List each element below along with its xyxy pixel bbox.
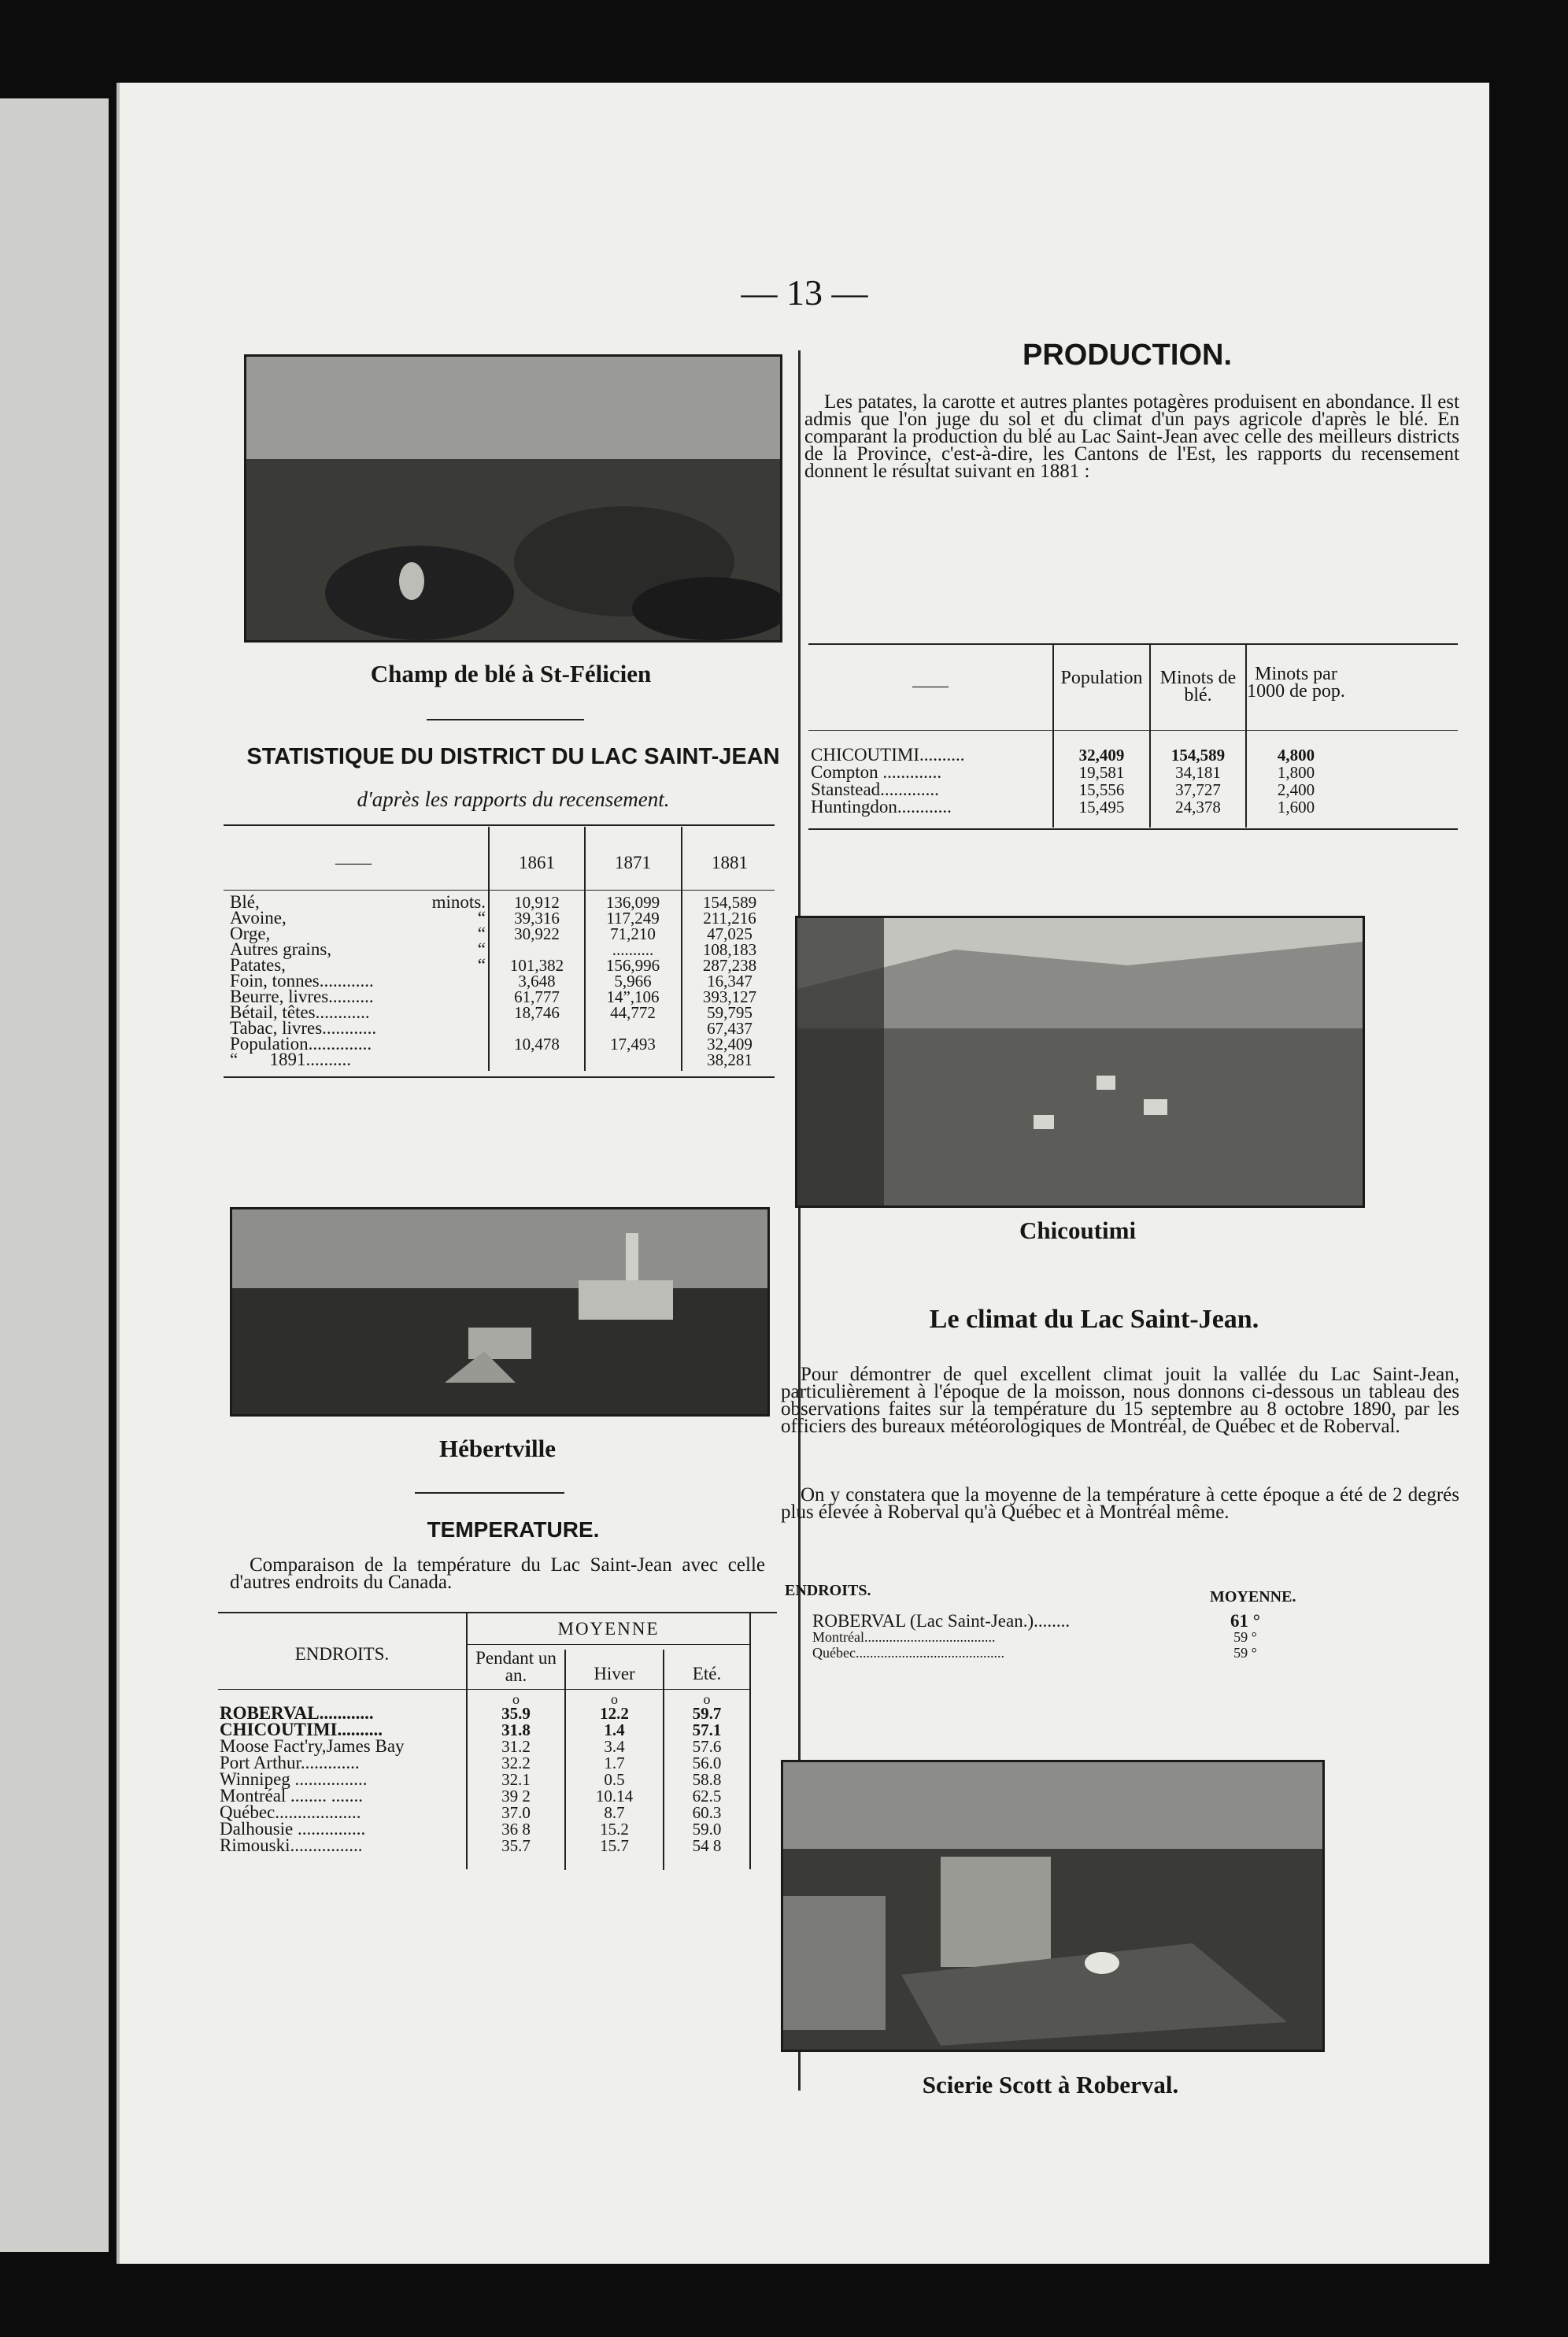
temp-head-hiver: Hiver bbox=[594, 1664, 635, 1683]
temp-cell-winter: 10.14 bbox=[595, 1787, 634, 1806]
stat-cell-1871: 14”,106 bbox=[606, 987, 660, 1006]
climate-title: Le climat du Lac Saint-Jean. bbox=[929, 1305, 1259, 1334]
climate-row-value: 59 ° bbox=[1233, 1645, 1257, 1661]
stat-cell-1861: 10,478 bbox=[514, 1035, 560, 1054]
temp-cell-year: 36 8 bbox=[501, 1820, 531, 1839]
stat-row-unit: minots. bbox=[431, 892, 486, 912]
stat-row-label: Orge, bbox=[230, 924, 271, 943]
document-page bbox=[116, 83, 1489, 2264]
prod-head-population: Population bbox=[1060, 668, 1143, 688]
prod-row-name: Huntingdon............ bbox=[811, 797, 952, 817]
stat-cell-1871: 156,996 bbox=[605, 956, 660, 975]
table-head-rule bbox=[224, 890, 775, 891]
stat-cell-1881: 154,589 bbox=[702, 893, 757, 912]
climate-row-place: Québec.......................................... bbox=[812, 1645, 1004, 1661]
temp-cell-summer: 58.8 bbox=[692, 1770, 722, 1789]
table-col-rule bbox=[749, 1613, 751, 1869]
temp-cell-winter: 8.7 bbox=[604, 1803, 625, 1822]
prod-cell-per1000: 1,600 bbox=[1277, 798, 1315, 817]
climate-row-value: 61 ° bbox=[1230, 1611, 1260, 1631]
table-subhead-rule bbox=[468, 1644, 749, 1645]
prod-cell-per1000: 4,800 bbox=[1277, 746, 1315, 765]
temp-cell-summer: 59.0 bbox=[692, 1820, 722, 1839]
temp-row-place: Port Arthur............. bbox=[220, 1753, 360, 1772]
stat-cell-1861: 30,922 bbox=[514, 924, 560, 943]
stat-cell-1881: 47,025 bbox=[707, 924, 753, 943]
stat-row-label: Blé, bbox=[230, 892, 260, 912]
temp-row-place: Moose Fact'ry,James Bay bbox=[220, 1736, 405, 1756]
wheat-field-caption: Champ de blé à St-Félicien bbox=[370, 660, 652, 687]
temp-row-place: Winnipeg ................ bbox=[220, 1769, 368, 1789]
statistics-subtitle: d'après les rapports du recensement. bbox=[357, 787, 670, 811]
prod-head-minots: Minots de blé. bbox=[1159, 668, 1237, 706]
prod-cell-population: 15,495 bbox=[1078, 798, 1125, 817]
stat-cell-1881: 211,216 bbox=[703, 909, 756, 928]
prod-cell-minots: 37,727 bbox=[1175, 780, 1221, 799]
stat-row-unit: “ bbox=[477, 908, 486, 928]
scott-sawmill-caption: Scierie Scott à Roberval. bbox=[922, 2071, 1179, 2098]
table-top-rule bbox=[224, 824, 775, 826]
stat-head-1861: 1861 bbox=[519, 853, 555, 872]
temp-cell-winter: 0.5 bbox=[604, 1770, 625, 1789]
prod-row-name: CHICOUTIMI.......... bbox=[811, 745, 965, 765]
prod-cell-population: 32,409 bbox=[1078, 746, 1125, 765]
stat-row-label: Beurre, livres.......... bbox=[230, 987, 374, 1006]
table-head-rule bbox=[808, 730, 1458, 731]
temp-cell-year: 31.8 bbox=[501, 1720, 531, 1739]
stat-cell-1871: 5,966 bbox=[614, 972, 652, 991]
hebertville-caption: Hébertville bbox=[438, 1435, 557, 1462]
prod-cell-population: 19,581 bbox=[1078, 763, 1125, 782]
stat-head-label: —— bbox=[335, 853, 372, 872]
temp-row-place: Québec................... bbox=[220, 1802, 361, 1822]
hebertville-photo bbox=[230, 1207, 770, 1417]
temp-head-endroits: ENDROITS. bbox=[294, 1644, 390, 1664]
page-number: — 13 — bbox=[741, 272, 868, 313]
stat-row-label: Tabac, livres............ bbox=[230, 1018, 377, 1038]
stat-cell-1861: 61,777 bbox=[514, 987, 560, 1006]
temp-cell-summer: 54 8 bbox=[692, 1836, 722, 1855]
chicoutimi-photo bbox=[795, 916, 1365, 1208]
temp-cell-summer: 56.0 bbox=[692, 1754, 722, 1772]
degree-mark: o bbox=[703, 1691, 711, 1707]
stat-cell-1871: 44,772 bbox=[610, 1003, 656, 1022]
climate-paragraph-2: On y constatera que la moyenne de la température à cette époque a été de 2 degrés plus élevée à Roberval qu'à Québec et à Montréal même. bbox=[781, 1484, 1459, 1523]
stat-cell-1881: 108,183 bbox=[702, 940, 757, 959]
stat-cell-1861: 18,746 bbox=[514, 1003, 560, 1022]
wheat-field-photo bbox=[244, 354, 782, 643]
stat-cell-1871: 71,210 bbox=[610, 924, 656, 943]
degree-mark: o bbox=[611, 1691, 618, 1707]
prod-head-label: —— bbox=[912, 676, 949, 695]
prod-cell-minots: 24,378 bbox=[1175, 798, 1221, 817]
temp-cell-winter: 15.2 bbox=[600, 1820, 629, 1839]
stat-cell-1871: 117,249 bbox=[606, 909, 660, 928]
stat-head-1871: 1871 bbox=[615, 853, 651, 872]
stat-cell-1881: 59,795 bbox=[707, 1003, 753, 1022]
stat-row-unit: “ bbox=[477, 939, 486, 959]
temp-cell-winter: 15.7 bbox=[600, 1836, 629, 1855]
stat-cell-1861: 3,648 bbox=[518, 972, 556, 991]
production-title: PRODUCTION. bbox=[1023, 339, 1232, 372]
temp-cell-winter: 1.7 bbox=[604, 1754, 625, 1772]
table-top-rule bbox=[218, 1612, 777, 1613]
temp-head-moyenne: MOYENNE bbox=[557, 1619, 660, 1639]
stat-row-unit: “ bbox=[477, 955, 486, 975]
stat-cell-1871: .......... bbox=[612, 940, 654, 959]
temp-cell-year: 32.1 bbox=[501, 1770, 531, 1789]
temp-cell-year: 37.0 bbox=[501, 1803, 531, 1822]
temp-cell-year: 35.9 bbox=[501, 1704, 531, 1723]
stat-cell-1881: 38,281 bbox=[707, 1050, 753, 1069]
temp-cell-year: 31.2 bbox=[501, 1737, 531, 1756]
stat-cell-1861: 10,912 bbox=[514, 893, 560, 912]
prod-cell-minots: 34,181 bbox=[1175, 763, 1221, 782]
chicoutimi-caption: Chicoutimi bbox=[1019, 1217, 1137, 1244]
stat-row-label: Bétail, têtes............ bbox=[230, 1002, 370, 1022]
table-bottom-rule bbox=[808, 828, 1458, 830]
stat-cell-1881: 393,127 bbox=[702, 987, 757, 1006]
statistics-title: STATISTIQUE DU DISTRICT DU LAC SAINT-JEAN bbox=[246, 744, 780, 769]
prod-cell-per1000: 2,400 bbox=[1277, 780, 1315, 799]
degree-mark: o bbox=[512, 1691, 520, 1707]
temp-row-place: ROBERVAL............ bbox=[220, 1703, 374, 1723]
stat-cell-1881: 287,238 bbox=[702, 956, 757, 975]
temp-cell-year: 39 2 bbox=[501, 1787, 531, 1806]
scott-sawmill-photo bbox=[781, 1760, 1325, 2052]
temp-cell-winter: 1.4 bbox=[604, 1720, 625, 1739]
temp-cell-summer: 62.5 bbox=[692, 1787, 722, 1806]
table-bottom-rule bbox=[224, 1076, 775, 1078]
climate-row-place: Montréal..................................... bbox=[812, 1629, 996, 1645]
temp-row-place: Dalhousie ............... bbox=[220, 1819, 366, 1839]
stat-cell-1871: 136,099 bbox=[605, 893, 660, 912]
stat-row-label: Population.............. bbox=[230, 1034, 372, 1054]
prod-head-per1000: Minots par 1000 de pop. bbox=[1247, 664, 1345, 702]
temp-cell-summer: 60.3 bbox=[692, 1803, 722, 1822]
table-top-rule bbox=[808, 643, 1458, 645]
prod-cell-population: 15,556 bbox=[1078, 780, 1125, 799]
temp-cell-year: 32.2 bbox=[501, 1754, 531, 1772]
stat-row-label: Foin, tonnes............ bbox=[230, 971, 374, 991]
climate-paragraph-1: Pour démontrer de quel excellent climat jouit la vallée du Lac Saint-Jean, particulièrement à l'époque de la moisson, nous donnons ci-dessous un tableau des observations faites sur la température du 15 septembre au 8 octobre 1890, par les officiers des bureaux météorologiques de Montréal, de Québec et de Roberval. bbox=[781, 1364, 1459, 1437]
climate-row-value: 59 ° bbox=[1233, 1629, 1257, 1645]
stat-row-unit: “ bbox=[477, 924, 486, 943]
section-rule bbox=[427, 719, 584, 720]
temp-cell-year: 35.7 bbox=[501, 1836, 531, 1855]
stat-head-1881: 1881 bbox=[712, 853, 748, 872]
temp-cell-winter: 3.4 bbox=[604, 1737, 625, 1756]
stat-cell-1881: 16,347 bbox=[707, 972, 753, 991]
temperature-intro: Comparaison de la température du Lac Saint-Jean avec celle d'autres endroits du Canada. bbox=[230, 1554, 765, 1593]
stat-row-label: Patates, bbox=[230, 955, 286, 975]
production-text: Les patates, la carotte et autres plantes potagères produisent en abondance. Il est admis que l'on juge du sol et du climat d'un pays agricole d'après le blé. En comparant la production du blé au Lac Saint-Jean avec celle des meilleurs districts de la Province, c'est-à-dire, les Cantons de l'Est, les rapports du recensement donnent le résultat suivant en 1881 : bbox=[804, 391, 1459, 482]
climate-head-endroits: ENDROITS. bbox=[785, 1582, 871, 1599]
stat-row-label: “ 1891.......... bbox=[230, 1050, 351, 1069]
temp-row-place: CHICOUTIMI.......... bbox=[220, 1720, 383, 1739]
temp-row-place: Montréal ........ ....... bbox=[220, 1786, 364, 1806]
table-head-rule bbox=[218, 1689, 749, 1690]
stat-row-label: Avoine, bbox=[230, 908, 287, 928]
temp-cell-winter: 12.2 bbox=[600, 1704, 629, 1723]
temp-row-place: Rimouski................ bbox=[220, 1835, 363, 1855]
temperature-title: TEMPERATURE. bbox=[427, 1517, 600, 1542]
climate-row-place: ROBERVAL (Lac Saint-Jean.)........ bbox=[812, 1611, 1071, 1631]
temp-cell-summer: 57.6 bbox=[692, 1737, 722, 1756]
prod-cell-minots: 154,589 bbox=[1170, 746, 1226, 765]
stat-cell-1881: 32,409 bbox=[707, 1035, 753, 1054]
prod-cell-per1000: 1,800 bbox=[1277, 763, 1315, 782]
temp-head-an: Pendant un an. bbox=[475, 1648, 557, 1685]
climate-head-moyenne: MOYENNE. bbox=[1210, 1588, 1296, 1606]
section-rule bbox=[415, 1492, 564, 1494]
temp-head-ete: Eté. bbox=[692, 1664, 722, 1683]
stat-cell-1881: 67,437 bbox=[707, 1019, 753, 1038]
previous-page-edge bbox=[0, 98, 109, 2252]
prod-row-name: Compton ............. bbox=[811, 762, 942, 782]
prod-row-name: Stanstead............. bbox=[811, 780, 939, 799]
stat-cell-1861: 101,382 bbox=[509, 956, 564, 975]
stat-row-label: Autres grains, bbox=[230, 939, 332, 959]
temp-cell-summer: 59.7 bbox=[692, 1704, 722, 1723]
temp-cell-summer: 57.1 bbox=[692, 1720, 722, 1739]
stat-cell-1861: 39,316 bbox=[514, 909, 560, 928]
stat-cell-1871: 17,493 bbox=[610, 1035, 656, 1054]
